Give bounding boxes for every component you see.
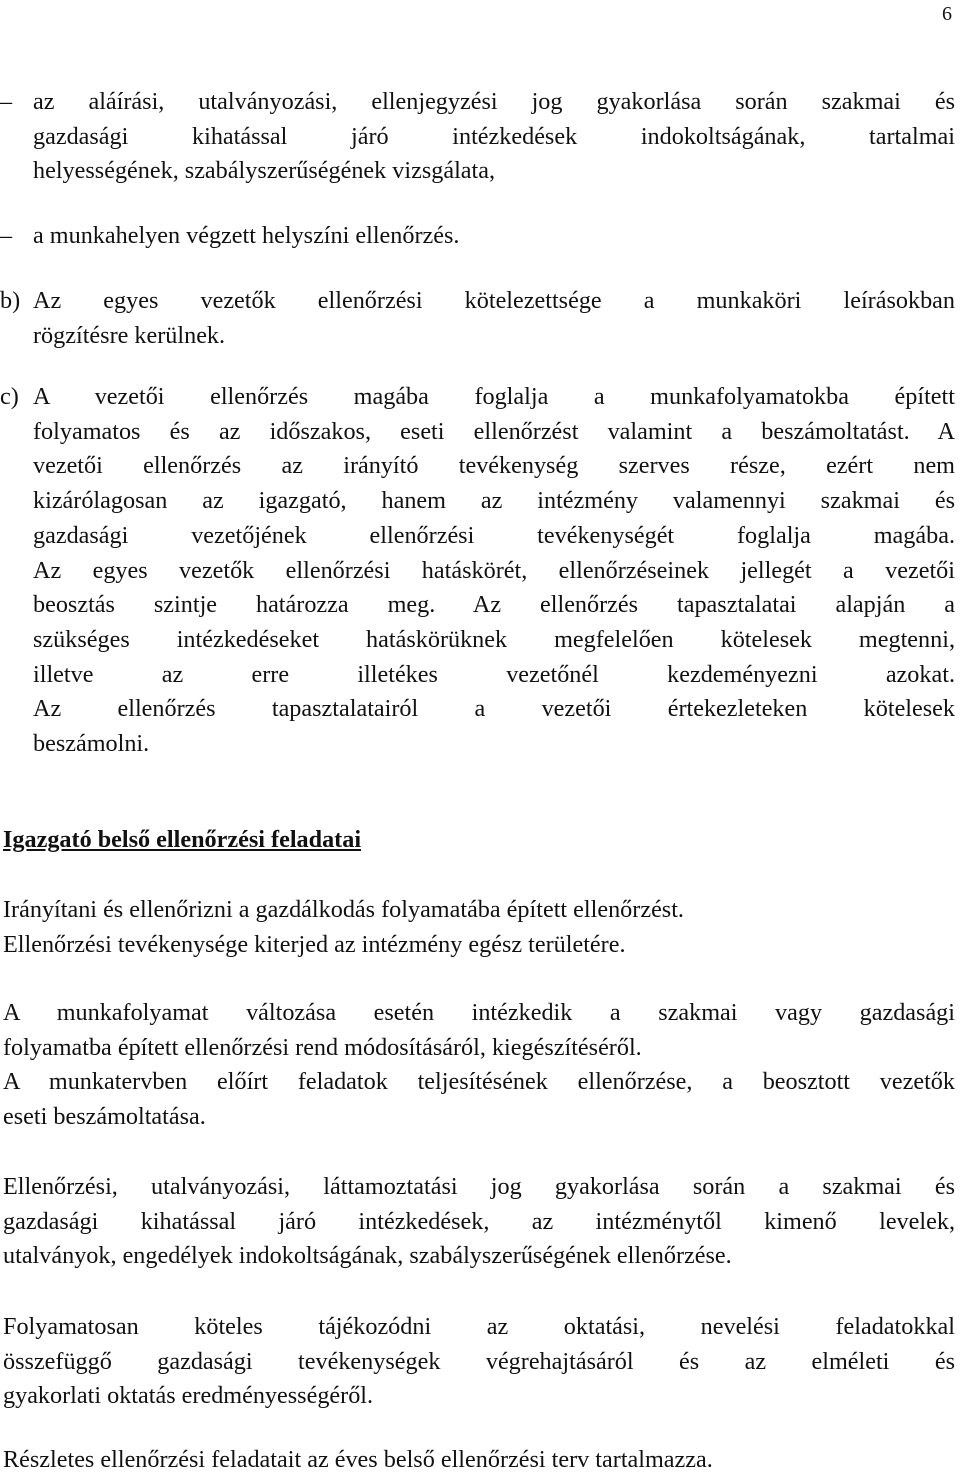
- text-line: gazdasági kihatással járó intézkedések indokoltságának, tartalmai: [33, 122, 955, 150]
- text-line: vezetői ellenőrzés az irányító tevékenység szerves része, ezért nem: [33, 452, 955, 480]
- text-line: szükséges intézkedéseket hatáskörüknek megfelelően kötelesek megtenni,: [33, 625, 955, 653]
- text-line: helyességének, szabályszerűségének vizsgálata,: [33, 157, 496, 185]
- text-line: eseti beszámoltatása.: [3, 1103, 206, 1131]
- text-line: A munkafolyamat változása esetén intézkedik a szakmai vagy gazdasági: [3, 999, 955, 1026]
- item-marker: c): [0, 383, 19, 410]
- text-line: Ellenőrzési tevékenysége kiterjed az intézmény egész területére.: [3, 930, 626, 958]
- item-text: [33, 380, 955, 762]
- dash-item-text: [33, 219, 955, 254]
- text-line: a munkahelyen végzett helyszíni ellenőrzés.: [33, 222, 460, 249]
- paragraph: [3, 1310, 955, 1414]
- text-line: gazdasági kihatással járó intézkedések, az intézménytől kimenő levelek,: [3, 1207, 955, 1235]
- text-line: Az ellenőrzés tapasztalatairól a vezetői értekezleteken kötelesek: [33, 695, 955, 723]
- text-line: beosztás szintje határozza meg. Az ellenőrzés tapasztalatai alapján a: [33, 591, 955, 619]
- text-line: folyamatba épített ellenőrzési rend módosításáról, kiegészítéséről.: [3, 1033, 642, 1061]
- paragraph: [3, 893, 955, 962]
- paragraph: [3, 1170, 955, 1274]
- text-line: rögzítésre kerülnek.: [33, 321, 226, 349]
- item-marker: b): [0, 287, 21, 314]
- text-line: A vezetői ellenőrzés magába foglalja a munkafolyamatokba épített: [33, 383, 955, 410]
- text-line: Az egyes vezetők ellenőrzési kötelezettsége a munkaköri leírásokban: [33, 287, 955, 314]
- text-line: folyamatos és az időszakos, eseti ellenőrzést valamint a beszámoltatást. A: [33, 417, 955, 445]
- item-text: [33, 284, 955, 353]
- paragraph: [3, 996, 955, 1135]
- text-line: Irányítani és ellenőrizni a gazdálkodás folyamatába épített ellenőrzést.: [3, 896, 684, 923]
- text-line: gazdasági vezetőjének ellenőrzési tevékenységét foglalja magába.: [33, 521, 955, 549]
- text-line: összefüggő gazdasági tevékenységek végrehajtásáról és az elméleti és: [3, 1347, 955, 1375]
- text-line: A munkatervben előírt feladatok teljesítésének ellenőrzése, a beosztott vezetők: [3, 1068, 955, 1096]
- text-line: Folyamatosan köteles tájékozódni az oktatási, nevelési feladatokkal: [3, 1313, 955, 1340]
- text-line: Ellenőrzési, utalványozási, láttamoztatási jog gyakorlása során a szakmai és: [3, 1173, 955, 1200]
- text-line: Részletes ellenőrzési feladatait az éves belső ellenőrzési terv tartalmazza.: [3, 1446, 713, 1473]
- section-heading: Igazgató belső ellenőrzési feladatai: [3, 826, 362, 853]
- text-line: beszámolni.: [33, 730, 150, 758]
- text-line: utalványok, engedélyek indokoltságának, szabályszerűségének ellenőrzése.: [3, 1242, 732, 1270]
- page-number: 6: [942, 3, 952, 25]
- dash-marker: –: [0, 88, 13, 115]
- text-line: kizárólagosan az igazgató, hanem az intézmény valamennyi szakmai és: [33, 487, 955, 515]
- dash-marker: –: [0, 222, 13, 249]
- text-line: gyakorlati oktatás eredményességéről.: [3, 1382, 374, 1410]
- text-line: Az egyes vezetők ellenőrzési hatáskörét, ellenőrzéseinek jellegét a vezetői: [33, 556, 955, 584]
- paragraph: [3, 1443, 955, 1478]
- text-line: az aláírási, utalványozási, ellenjegyzési jog gyakorlása során szakmai és: [33, 88, 955, 115]
- dash-item-text: [33, 85, 955, 189]
- text-line: illetve az erre illetékes vezetőnél kezdeményezni azokat.: [33, 660, 955, 688]
